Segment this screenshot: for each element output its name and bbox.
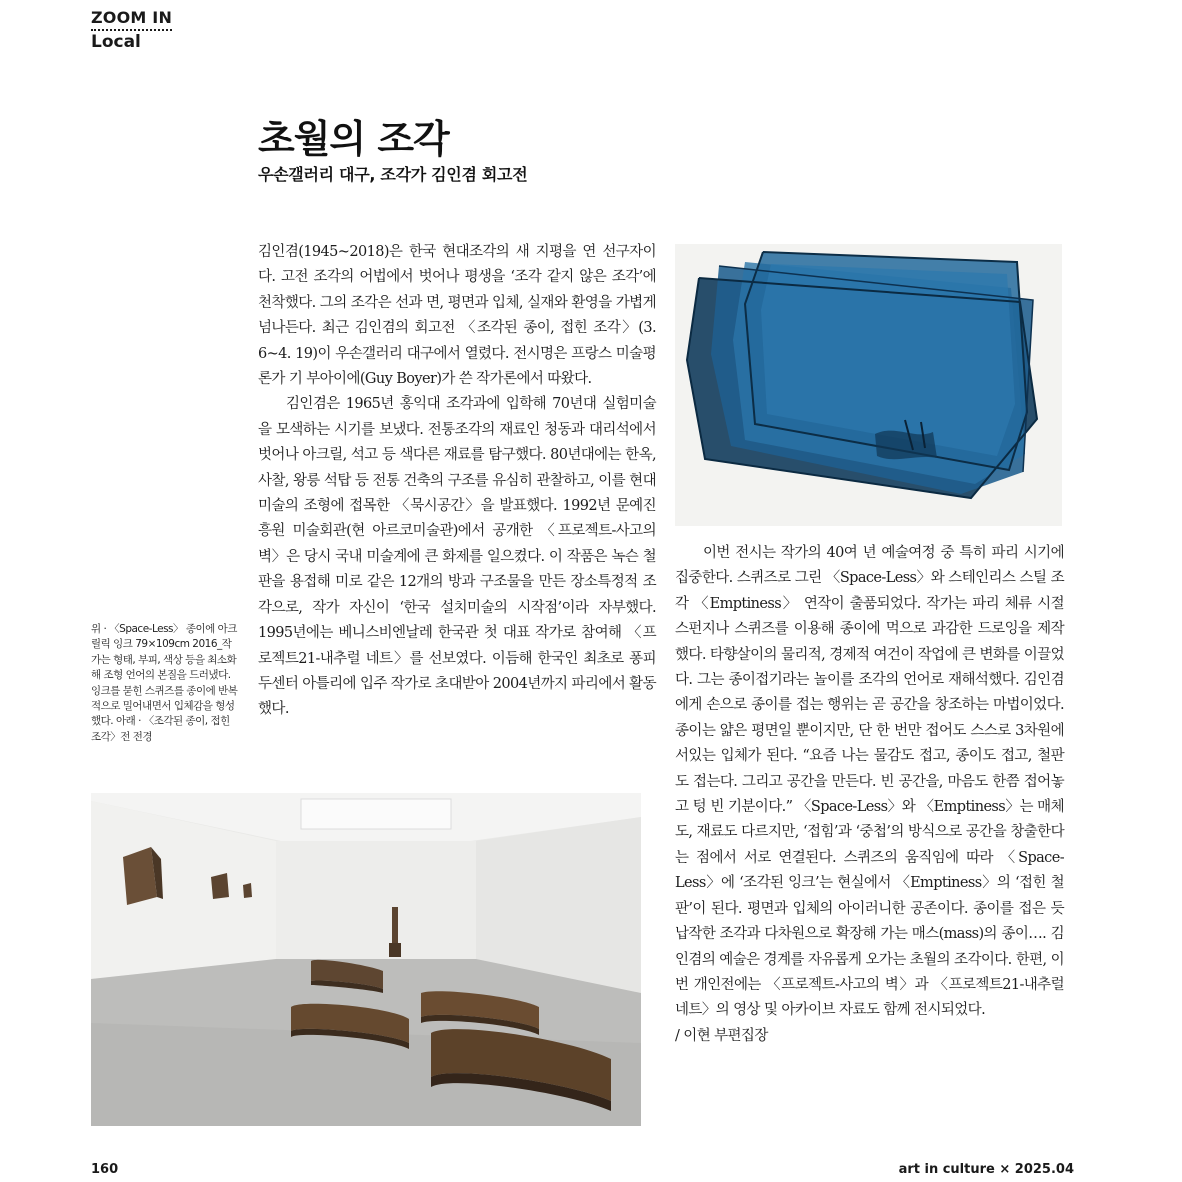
page-number: 160 bbox=[91, 1162, 119, 1177]
image-caption: 위 · 〈Space-Less〉 종이에 아크릴릭 잉크 79×109cm 2016_작가는 형태, 부피, 색상 등을 최소화해 조형 언어의 본질을 드러냈다. 잉크를 묻힌 스퀴즈를 종이에 반복적으로 밀어내면서 입체감을 형성했다. 아래 · 〈조각된 종이, 접힌 조각〉전 전경 bbox=[91, 623, 238, 743]
space-less-artwork-image bbox=[675, 244, 1062, 526]
magazine-issue: art in culture × 2025.04 bbox=[898, 1162, 1074, 1177]
section-tag bbox=[91, 8, 172, 52]
body-paragraph: 김인겸은 1965년 홍익대 조각과에 입학해 70년대 실험미술을 모색하는 시기를 보냈다. 전통조각의 재료인 청동과 대리석에서 벗어나 아크릴, 석고 등 색다른 재료를 탐구했다. 80년대에는 한옥, 사찰, 왕릉 석탑 등 전통 건축의 구조를 유심히 관찰하고, 이를 현대미술의 조형에 접목한 〈묵시공간〉을 발표했다. 1992년 문예진흥원 미술회관(현 아르코미술관)에서 공개한 〈프로젝트-사고의 벽〉은 당시 국내 미술계에 큰 화제를 일으켰다. 이 작품은 녹슨 철판을 용접해 미로 같은 12개의 방과 구조물을 만든 장소특정적 조각으로, 작가 자신이 ‘한국 설치미술의 시작점’이라 자부했다. 1995년에는 베니스비엔날레 한국관 첫 대표 작가로 참여해 〈프로젝트21-내추럴 네트〉를 선보였다. 이듬해 한국인 최초로 퐁피두센터 아틀리에 입주 작가로 초대받아 2004년까지 파리에서 활동했다. bbox=[258, 396, 656, 718]
byline: / 이현 부편집장 bbox=[675, 1027, 768, 1044]
body-paragraph: 이번 전시는 작가의 40여 년 예술여정 중 특히 파리 시기에 집중한다. 스퀴즈로 그린 〈Space-Less〉와 스테인리스 스틸 조각 〈Emptiness〉 연작이 출품되었다. 작가는 파리 체류 시절 스펀지나 스퀴즈를 이용해 종이에 먹으로 과감한 드로잉을 제작했다. 타향살이의 물리적, 경제적 여건이 작업에 큰 변화를 이끌었다. 그는 종이접기라는 놀이를 조각의 언어로 재해석했다. 김인겸에게 손으로 종이를 접는 행위는 곧 공간을 창조하는 마법이었다. 종이는 얇은 평면일 뿐이지만, 단 한 번만 접어도 스스로 3차원에 서있는 입체가 된다. “요즘 나는 물감도 접고, 종이도 접고, 철판도 접는다. 그리고 공간을 만든다. 빈 공간을, 마음도 한쯤 접어놓고 텅 빈 기분이다.” 〈Space-Less〉와 〈Emptiness〉는 매체도, 재료도 다르지만, ‘접힘’과 ‘중첩’의 방식으로 공간을 창출한다는 점에서 서로 연결된다. 스퀴즈의 움직임에 따라 〈Space-Less〉에 ‘조각된 잉크’는 현실에서 〈Emptiness〉의 ‘접힌 철판’이 된다. 평면과 입체의 아이러니한 공존이다. 종이를 접은 듯 납작한 조각과 다차원으로 확장해 가는 매스(mass)의 종이…. 김인겸의 예술은 경계를 자유롭게 오가는 초월의 조각이다. 한편, 이번 개인전에는 〈프로젝트-사고의 벽〉과 〈프로젝트21-내추럴 네트〉의 영상 및 아카이브 자료도 함께 전시되었다. bbox=[675, 545, 1064, 1019]
section-label: ZOOM IN bbox=[91, 8, 172, 31]
blue-ink-artwork-drawing bbox=[675, 244, 1062, 526]
body-column-right bbox=[675, 541, 1064, 1049]
article-subtitle: 우손갤러리 대구, 조각가 김인겸 회고전 bbox=[258, 165, 528, 184]
exhibition-view-drawing bbox=[91, 793, 641, 1126]
exhibition-view-image bbox=[91, 793, 641, 1126]
section-category: Local bbox=[91, 32, 141, 52]
body-column-left bbox=[258, 240, 656, 723]
article-title: 초월의 조각 bbox=[258, 117, 449, 161]
body-paragraph: 김인겸(1945~2018)은 한국 현대조각의 새 지평을 연 선구자이다. 고전 조각의 어법에서 벗어나 평생을 ‘조각 같지 않은 조각’에 천착했다. 그의 조각은 선과 면, 평면과 입체, 실재와 환영을 가볍게 넘나든다. 최근 김인겸의 회고전 〈조각된 종이, 접힌 조각〉(3. 6~4. 19)이 우손갤러리 대구에서 열렸다. 전시명은 프랑스 미술평론가 기 부아이에(Guy Boyer)가 쓴 작가론에서 따왔다. bbox=[258, 244, 656, 388]
